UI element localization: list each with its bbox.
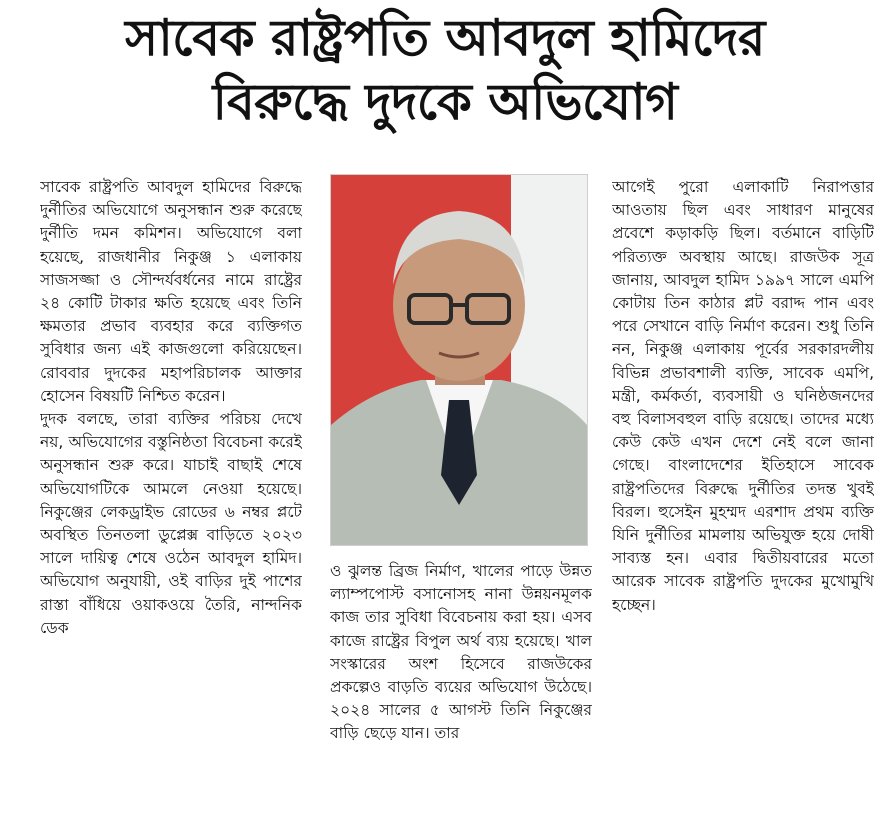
paragraph: ও ঝুলন্ত ব্রিজ নির্মাণ, খালের পাড়ে উন্নত ল্যাম্পপোস্ট বসানোসহ নানা উন্নয়নমূলক কাজ তার সুবিধা বিবেচনায় করা হয়। এসব কাজে রাষ্ট্রের বিপুল অর্থ ব্যয় হয়েছে। খাল সংস্কারের অংশ হিসেবে রাজউকের প্রকল্পেও বাড়তি ব্যয়ের অভিযোগ উঠেছে। ২০২৪ সালের ৫ আগস্ট তিনি নিকুঞ্জের বাড়ি ছেড়ে যান। তার: [330, 562, 592, 743]
article-column-1: [40, 176, 302, 816]
article-column-2: [330, 560, 592, 816]
paragraph: আগেই পুরো এলাকাটি নিরাপত্তার আওতায় ছিল এবং সাধারণ মানুষের প্রবেশে কড়াকড়ি ছিল। বর্তমানে বাড়িটি পরিত্যক্ত অবস্থায় আছে। রাজউক সূত্র জানায়, আবদুল হামিদ ১৯৯৭ সালে এমপি কোটায় তিন কাঠার প্লট বরাদ্দ পান এবং পরে সেখানে বাড়ি নির্মাণ করেন। শুধু তিনি নন, নিকুঞ্জ এলাকায় পূর্বের সরকারদলীয় বিভিন্ন প্রভাবশালী ব্যক্তি, সাবেক এমপি, মন্ত্রী, কর্মকর্তা, ব্যবসায়ী ও ঘনিষ্ঠজনদের বহু বিলাসবহুল বাড়ি রয়েছে। তাদের মধ্যে কেউ কেউ এখন দেশে নেই বলে জানা গেছে। বাংলাদেশের ইতিহাসে সাবেক রাষ্ট্রপতিদের বিরুদ্ধে দুর্নীতির তদন্ত খুবই বিরল। হুসেইন মুহম্মদ এরশাদ প্রথম ব্যক্তি যিনি দুর্নীতির মামলায় অভিযুক্ত হয়ে দোষী সাব্যস্ত হন। এবার দ্বিতীয়বারের মতো আরেক সাবেক রাষ্ট্রপতি দুদকের মুখোমুখি হচ্ছেন।: [612, 178, 874, 614]
headline-line-2: বিরুদ্ধে দুদকে অভিযোগ: [212, 73, 678, 131]
article-column-3: [612, 176, 874, 816]
headline-line-1: সাবেক রাষ্ট্রপতি আবদুল হামিদের: [125, 9, 765, 67]
paragraph: দুদক বলছে, তারা ব্যক্তির পরিচয় দেখে নয়, অভিযোগের বস্তুনিষ্ঠতা বিবেচনা করেই অনুসন্ধান শুরু করে। যাচাই বাছাই শেষে অভিযোগটিকে আমলে নেওয়া হয়েছে। নিকুঞ্জের লেকড্রাইভ রোডের ৬ নম্বর প্লটে অবস্থিত তিনতলা ডুপ্লেক্স বাড়িতে ২০২৩ সালে দায়িত্ব শেষে ওঠেন আবদুল হামিদ। অভিযোগ অনুযায়ী, ওই বাড়ির দুই পাশের রাস্তা বাঁধিয়ে ওয়াকওয়ে তৈরি, নান্দনিক ডেক: [40, 410, 302, 637]
headline: [0, 6, 890, 134]
paragraph: সাবেক রাষ্ট্রপতি আবদুল হামিদের বিরুদ্ধে দুর্নীতির অভিযোগে অনুসন্ধান শুরু করেছে দুর্নীতি দমন কমিশন। অভিযোগে বলা হয়েছে, রাজধানীর নিকুঞ্জ ১ এলাকায় সাজসজ্জা ও সৌন্দর্যবর্ধনের নামে রাষ্ট্রের ২৪ কোটি টাকার ক্ষতি হয়েছে এবং তিনি ক্ষমতার প্রভাব ব্যবহার করে ব্যক্তিগত সুবিধার জন্য এই কাজগুলো করিয়েছেন। রোববার দুদকের মহাপরিচালক আক্তার হোসেন বিষয়টি নিশ্চিত করেন।: [40, 178, 302, 405]
portrait-illustration: [331, 175, 587, 545]
portrait-photo: [330, 174, 588, 546]
